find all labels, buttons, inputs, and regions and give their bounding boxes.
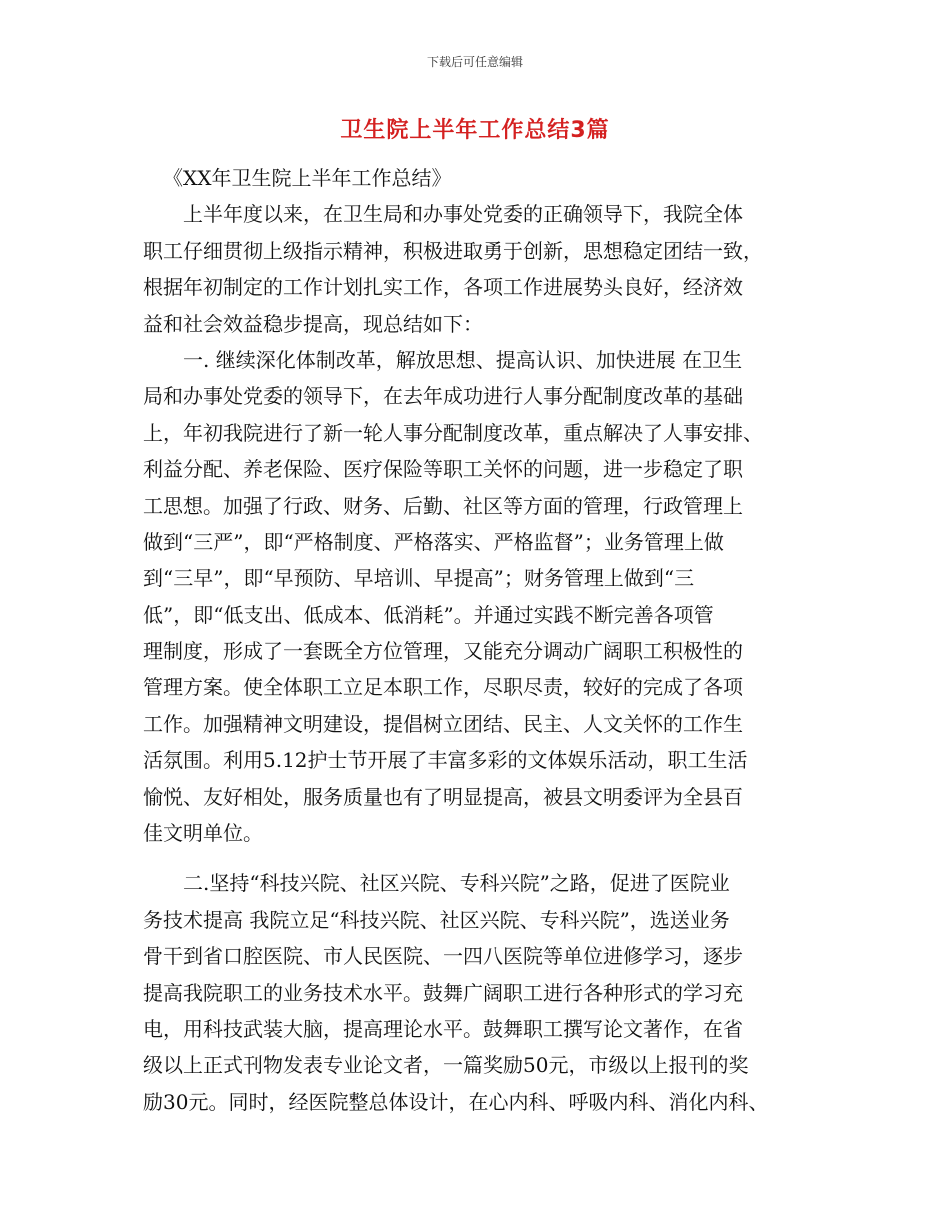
text-line: 工思想。加强了行政、财务、后勤、社区等方面的管理，行政管理上: [143, 493, 743, 518]
text-line: 管理方案。使全体职工立足本职工作，尽职尽责，较好的完成了各项: [143, 675, 743, 700]
document-body: [143, 160, 813, 1120]
text-line: 理制度，形成了一套既全方位管理，又能充分调动广阔职工积极性的: [143, 639, 743, 664]
text-line: 利益分配、养老保险、医疗保险等职工关怀的问题，进一步稳定了职: [143, 457, 743, 482]
text-line: 低”，即“低支出、低成本、低消耗”。并通过实践不断完善各项管: [143, 602, 714, 627]
paragraph-intro: [143, 196, 813, 342]
text-line: 上半年度以来，在卫生局和办事处党委的正确领导下，我院全体: [183, 202, 743, 227]
text-line: 佳文明单位。: [143, 821, 263, 846]
text-line: 一. 继续深化体制改革，解放思想、提高认识、加快进展 在卫生: [183, 347, 743, 372]
header-note: 下载后可任意编辑: [426, 55, 523, 69]
text-line: 提高我院职工的业务技术水平。鼓舞广阔职工进行各种形式的学习充: [143, 980, 743, 1005]
text-line: 二.坚持“科技兴院、社区兴院、专科兴院”之路，促进了医院业: [183, 871, 730, 896]
text-line: 益和社会效益稳步提高，现总结如下：: [143, 311, 483, 336]
text-line: 做到“三严”，即“严格制度、严格落实、严格监督”；业务管理上做: [143, 529, 724, 554]
paragraph-section-1: [143, 342, 813, 851]
text-line: 务技术提高 我院立足“科技兴院、社区兴院、专科兴院”，选送业务: [143, 907, 730, 932]
text-line: 活氛围。利用5.12护士节开展了丰富多彩的文体娱乐活动，职工生活: [143, 748, 748, 773]
text-line: 级以上正式刊物发表专业论文者，一篇奖励50元，市级以上报刊的奖: [143, 1053, 749, 1078]
document-title: 卫生院上半年工作总结3篇: [340, 118, 610, 143]
text-line: 根据年初制定的工作计划扎实工作，各项工作进展势头良好，经济效: [143, 275, 743, 300]
text-line: 上，年初我院进行了新一轮人事分配制度改革，重点解决了人事安排、: [143, 420, 763, 445]
text-line: 职工仔细贯彻上级指示精神，积极进取勇于创新，思想稳定团结一致，: [143, 238, 763, 263]
text-line: 励30元。同时，经医院整总体设计，在心内科、呼吸内科、消化内科、: [143, 1089, 769, 1114]
text-line: 工作。加强精神文明建设，提倡树立团结、民主、人文关怀的工作生: [143, 711, 743, 736]
document-subtitle: 《XX年卫生院上半年工作总结》: [163, 166, 452, 190]
text-line: 到“三早”，即“早预防、早培训、早提高”；财务管理上做到“三: [143, 566, 695, 591]
paragraph-section-2: [143, 865, 813, 1120]
text-line: 局和办事处党委的领导下，在去年成功进行人事分配制度改革的基础: [143, 384, 743, 409]
text-line: 骨干到省口腔医院、市人民医院、一四八医院等单位进修学习，逐步: [143, 944, 743, 969]
text-line: 愉悦、友好相处，服务质量也有了明显提高，被县文明委评为全县百: [143, 784, 743, 809]
text-line: 电，用科技武装大脑，提高理论水平。鼓舞职工撰写论文著作，在省: [143, 1016, 743, 1041]
